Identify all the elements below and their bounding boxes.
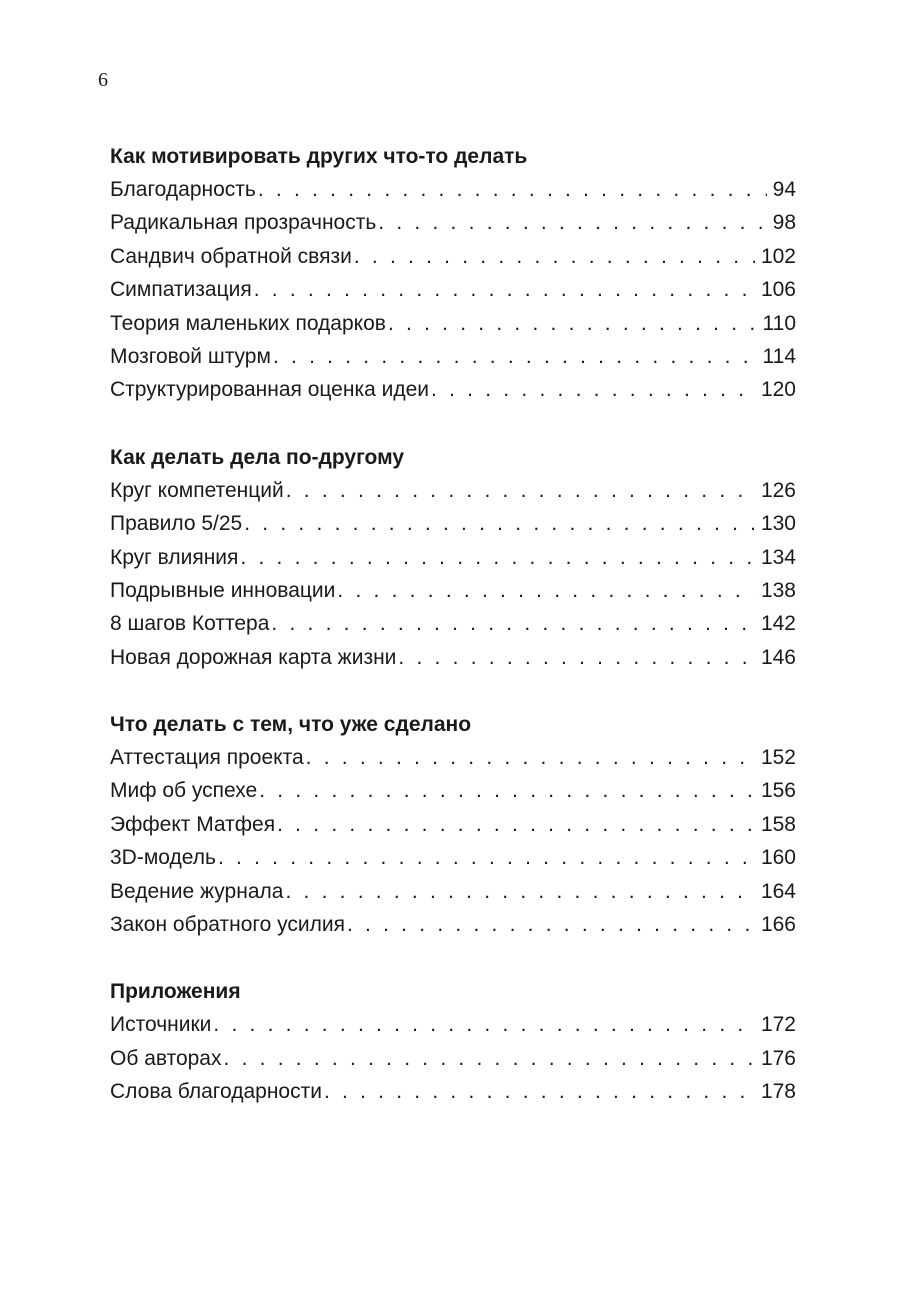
dot-leader (218, 841, 755, 874)
dot-leader (240, 541, 755, 574)
entry-page-number: 164 (760, 879, 796, 903)
entry-page-number: 166 (760, 913, 796, 937)
entry-title: Эффект Матфея (110, 812, 276, 836)
entry-page-number: 94 (772, 178, 796, 201)
dot-leader (347, 908, 755, 941)
entry-page-number: 156 (760, 779, 796, 803)
dot-leader (224, 1042, 755, 1075)
toc-section (110, 140, 796, 407)
dot-leader (324, 1075, 755, 1108)
entry-title: Закон обратного усилия (110, 913, 345, 937)
dot-leader (431, 373, 755, 406)
toc-entry[interactable] (110, 741, 796, 774)
section-title: Что делать с тем, что уже сделано (110, 713, 472, 737)
entry-page-number: 114 (762, 344, 796, 368)
entry-page-number: 126 (760, 478, 796, 502)
toc-entry[interactable] (110, 541, 796, 574)
dot-leader (254, 273, 755, 306)
entry-page-number: 110 (762, 311, 796, 335)
dot-leader (388, 307, 757, 340)
toc-entry[interactable] (110, 1042, 796, 1075)
toc-entry[interactable] (110, 273, 796, 306)
section-title: Приложения (110, 980, 241, 1004)
entry-page-number: 120 (760, 378, 796, 402)
dot-leader (286, 474, 755, 507)
entry-title: Круг компетенций (110, 478, 284, 502)
dot-leader (378, 206, 766, 239)
entry-page-number: 138 (760, 578, 796, 602)
dot-leader (306, 741, 755, 774)
dot-leader (273, 340, 757, 373)
toc-entry[interactable] (110, 841, 796, 874)
table-of-contents (110, 140, 796, 1143)
entry-title: Подрывные инновации (110, 578, 336, 602)
entry-page-number: 130 (760, 512, 796, 536)
entry-title: Радикальная прозрачность (110, 211, 377, 235)
dot-leader (354, 240, 755, 273)
entry-page-number: 98 (772, 211, 796, 235)
entry-title: Источники (110, 1013, 212, 1037)
entry-title: Круг влияния (110, 545, 239, 569)
dot-leader (277, 808, 755, 841)
dot-leader (398, 641, 755, 674)
toc-entry[interactable] (110, 1075, 796, 1108)
entry-title: Симпатизация (110, 278, 252, 302)
entry-page-number: 146 (760, 645, 796, 669)
entry-page-number: 178 (760, 1080, 796, 1104)
toc-section (110, 975, 796, 1108)
entry-page-number: 102 (760, 244, 796, 268)
toc-entry[interactable] (110, 240, 796, 273)
entry-title: Правило 5/25 (110, 512, 243, 536)
entry-page-number: 158 (760, 812, 796, 836)
dot-leader (244, 507, 755, 540)
entry-page-number: 152 (760, 746, 796, 770)
toc-entry[interactable] (110, 373, 796, 406)
entry-page-number: 160 (760, 846, 796, 870)
dot-leader (271, 607, 755, 640)
toc-section (110, 441, 796, 674)
entry-title: Мозговой штурм (110, 344, 271, 368)
toc-entry[interactable] (110, 206, 796, 239)
entry-page-number: 106 (760, 278, 796, 302)
entry-title: Теория маленьких подарков (110, 311, 386, 335)
toc-entry[interactable] (110, 507, 796, 540)
toc-entry[interactable] (110, 574, 796, 607)
entry-title: 3D-модель (110, 846, 216, 870)
dot-leader (337, 574, 755, 607)
entry-title: Ведение журнала (110, 879, 284, 903)
dot-leader (213, 1008, 755, 1041)
entry-page-number: 172 (760, 1013, 796, 1037)
toc-entry[interactable] (110, 808, 796, 841)
toc-entry[interactable] (110, 607, 796, 640)
entry-title: Новая дорожная карта жизни (110, 645, 397, 669)
entry-title: Сандвич обратной связи (110, 244, 352, 268)
entry-title: 8 шагов Коттера (110, 612, 270, 636)
toc-entry[interactable] (110, 774, 796, 807)
toc-entry[interactable] (110, 641, 796, 674)
toc-entry[interactable] (110, 340, 796, 373)
page-number: 6 (98, 69, 108, 91)
dot-leader (259, 774, 755, 807)
entry-title: Аттестация проекта (110, 746, 304, 770)
toc-entry[interactable] (110, 875, 796, 908)
entry-page-number: 134 (760, 545, 796, 569)
entry-page-number: 142 (760, 612, 796, 636)
toc-entry[interactable] (110, 908, 796, 941)
toc-entry[interactable] (110, 474, 796, 507)
toc-entry[interactable] (110, 307, 796, 340)
toc-section (110, 708, 796, 941)
section-title: Как мотивировать других что-то делать (110, 145, 528, 168)
dot-leader (285, 875, 755, 908)
toc-entry[interactable] (110, 1008, 796, 1041)
entry-title: Об авторах (110, 1046, 222, 1070)
entry-title: Благодарность (110, 178, 256, 201)
entry-title: Слова благодарности (110, 1080, 322, 1104)
section-title: Как делать дела по-другому (110, 445, 405, 469)
entry-title: Миф об успехе (110, 779, 258, 803)
entry-page-number: 176 (760, 1046, 796, 1070)
dot-leader (258, 173, 767, 206)
toc-entry[interactable] (110, 173, 796, 206)
entry-title: Структурированная оценка идеи (110, 378, 430, 402)
